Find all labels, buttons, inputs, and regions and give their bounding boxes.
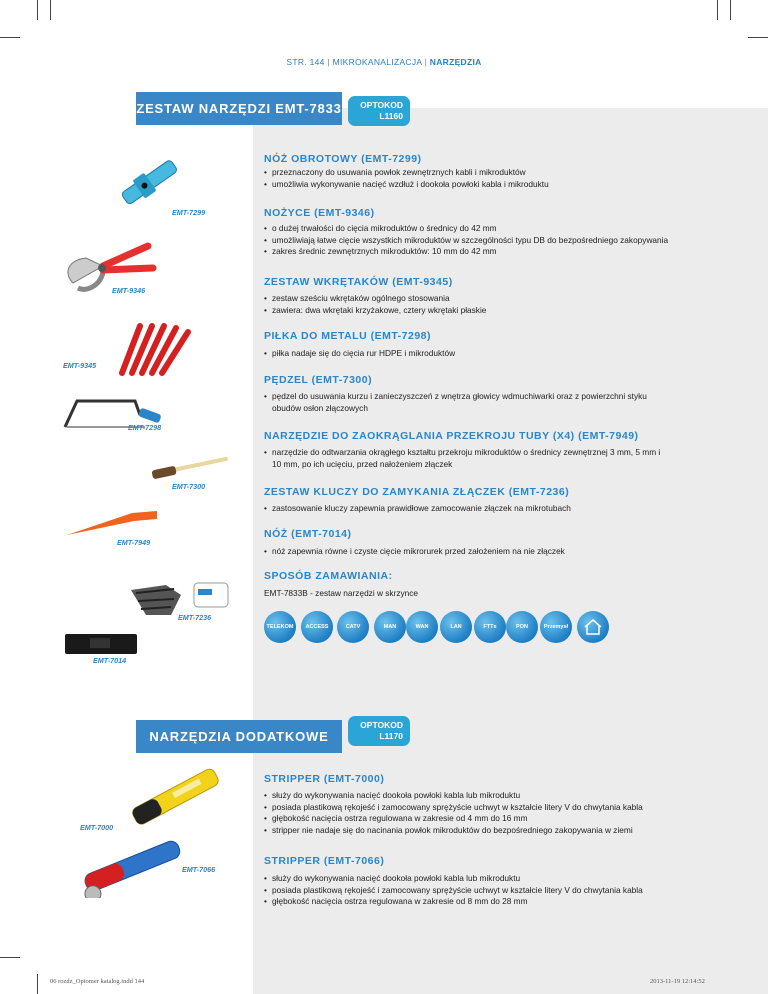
order-text: EMT-7833B - zestaw narzędzi w skrzynce [264, 588, 419, 598]
block1-title: ZESTAW NARZĘDZI EMT-7833 [136, 92, 342, 125]
product-label: EMT-7000 [80, 823, 114, 832]
house-icon [577, 611, 609, 643]
bullet-item: • umożliwiają łatwe cięcie wszystkich mikroduktów w szczególności typu DB do bezpośredniego zakopywania [264, 235, 668, 247]
section-name: MIKROKANALIZACJA [332, 57, 422, 67]
house-glyph [583, 618, 603, 636]
bullet-item: • posiada plastikową rękojeść i zamocowany sprężyście uchwyt w kształcie litery V do chwytania kabla [264, 885, 643, 897]
product-label: EMT-9346 [112, 286, 146, 295]
bullet-item: • o dużej trwałości do cięcia mikroduktów o średnicy do 42 mm [264, 223, 668, 235]
crop-mark [730, 0, 731, 20]
bullet-item: • posiada plastikową rękojeść i zamocowany sprężyście uchwyt w kształcie litery V do chwytania kabla [264, 802, 643, 814]
bullet-item: • narzędzie do odtwarzania okrągłego kształtu przekroju mikroduktów o średnicy zewnętrznej 3 mm, 5 mm i 10 mm, po ich ucięciu, przed nałożeniem złączek [264, 447, 662, 470]
bullet-item: • zawiera: dwa wkrętaki krzyżakowe, cztery wkrętaki płaskie [264, 305, 486, 317]
section-title: STRIPPER (EMT-7000) [264, 773, 385, 785]
section-bullets [264, 873, 643, 908]
badge-code: L1170 [379, 731, 403, 741]
product-label: EMT-7236 [178, 613, 212, 622]
section-bullets [264, 348, 455, 360]
product-label: EMT-7300 [172, 482, 206, 491]
category-fttx: FTTx [474, 611, 506, 643]
section-bullets [264, 546, 565, 558]
product-label: EMT-7299 [172, 208, 206, 217]
bullet-item: • zakres średnic zewnętrznych mikroduktów: 10 mm do 42 mm [264, 246, 668, 258]
stripper-blue-icon [68, 838, 193, 898]
footer-filename: 06 rozdz_Optomer katalog.indd 144 [50, 978, 145, 985]
section-title: PĘDZEL (EMT-7300) [264, 374, 373, 386]
category-telekom: TELEKOM [264, 611, 296, 643]
section-bullets [264, 391, 662, 414]
order-title: SPOSÓB ZAMAWIANIA: [264, 570, 393, 582]
block2-badge [348, 716, 410, 746]
current-section: NARZĘDZIA [429, 57, 482, 67]
category-wan: WAN [406, 611, 438, 643]
product-label: EMT-7298 [128, 423, 162, 432]
product-label: EMT-7014 [93, 656, 127, 665]
crop-mark [748, 37, 768, 38]
crop-mark [50, 0, 51, 20]
section-title: NOŻYCE (EMT-9346) [264, 207, 375, 219]
footer-timestamp: 2013-11-19 12:14:52 [650, 978, 705, 985]
brush-icon [148, 453, 228, 483]
category-pon: PON [506, 611, 538, 643]
category-przemysl: Przemysł [540, 611, 572, 643]
section-title: NÓŻ (EMT-7014) [264, 528, 352, 540]
bullet-item: • piłka nadaje się do cięcia rur HDPE i mikroduktów [264, 348, 455, 360]
section-bullets [264, 503, 571, 515]
stripper-yellow-icon [120, 768, 230, 828]
bullet-item: • służy do wykonywania nacięć dookoła powłoki kabla lub mikroduktu [264, 873, 643, 885]
product-label: EMT-7949 [117, 538, 151, 547]
crop-mark [0, 37, 20, 38]
bullet-item: • zastosowanie kluczy zapewnia prawidłowe zamocowanie złączek na mikrotubach [264, 503, 571, 515]
crop-mark [717, 0, 718, 20]
category-catv: CATV [337, 611, 369, 643]
badge-label: OPTOKOD [360, 100, 403, 110]
bullet-item: • służy do wykonywania nacięć dookoła powłoki kabla lub mikroduktu [264, 790, 643, 802]
bullet-item: • przeznaczony do usuwania powłok zewnętrznych kabli i mikroduktów [264, 167, 549, 179]
bullet-item: • pędzel do usuwania kurzu i zanieczyszczeń z wnętrza głowicy wdmuchiwarki oraz z powierzchni styku obudów osłon złączowych [264, 391, 662, 414]
bullet-item: • głębokość nacięcia ostrza regulowana w zakresie od 8 mm do 28 mm [264, 896, 643, 908]
category-access: ACCESS [301, 611, 333, 643]
separator: | [424, 57, 428, 67]
bullet-item: • nóż zapewnia równe i czyste cięcie mikrorurek przed założeniem na nie złączek [264, 546, 565, 558]
bullet-item: • umożliwia wykonywanie nacięć wzdłuż i dookoła powłoki kabla i mikroduktu [264, 179, 549, 191]
bullet-item: • głębokość nacięcia ostrza regulowana w zakresie od 4 mm do 16 mm [264, 813, 643, 825]
bullet-item: • stripper nie nadaje się do nacinania powłok mikroduktów do bezpośredniego zakopywania w ziemi [264, 825, 643, 837]
rounding-tool-icon [62, 505, 162, 540]
category-lan: LAN [440, 611, 472, 643]
product-label: EMT-7066 [182, 865, 216, 874]
section-bullets [264, 223, 668, 258]
section-bullets [264, 447, 662, 470]
page-header [0, 57, 768, 67]
section-title: PIŁKA DO METALU (EMT-7298) [264, 330, 432, 342]
crop-mark [37, 974, 38, 994]
section-title: NARZĘDZIE DO ZAOKRĄGLANIA PRZEKROJU TUBY (X4) (EMT-7949) [264, 430, 639, 442]
separator: | [327, 57, 330, 67]
badge-label: OPTOKOD [360, 720, 403, 730]
section-bullets [264, 790, 643, 836]
page-number: STR. 144 [286, 57, 325, 67]
category-man: MAN [374, 611, 406, 643]
crop-mark [0, 957, 20, 958]
section-bullets [264, 167, 549, 190]
block1-badge [348, 96, 410, 126]
crop-mark [37, 0, 38, 20]
block2-title: NARZĘDZIA DODATKOWE [136, 720, 342, 753]
section-title: STRIPPER (EMT-7066) [264, 855, 385, 867]
rotary-knife-icon [115, 155, 185, 210]
bullet-item: • zestaw sześciu wkrętaków ogólnego stosowania [264, 293, 486, 305]
product-label: EMT-9345 [63, 361, 97, 370]
screwdrivers-icon [110, 318, 200, 378]
section-title: ZESTAW KLUCZY DO ZAMYKANIA ZŁĄCZEK (EMT-7236) [264, 486, 570, 498]
section-bullets [264, 293, 486, 316]
section-title: ZESTAW WKRĘTAKÓW (EMT-9345) [264, 276, 453, 288]
badge-code: L1160 [379, 111, 403, 121]
section-title: NÓŻ OBROTOWY (EMT-7299) [264, 153, 422, 165]
